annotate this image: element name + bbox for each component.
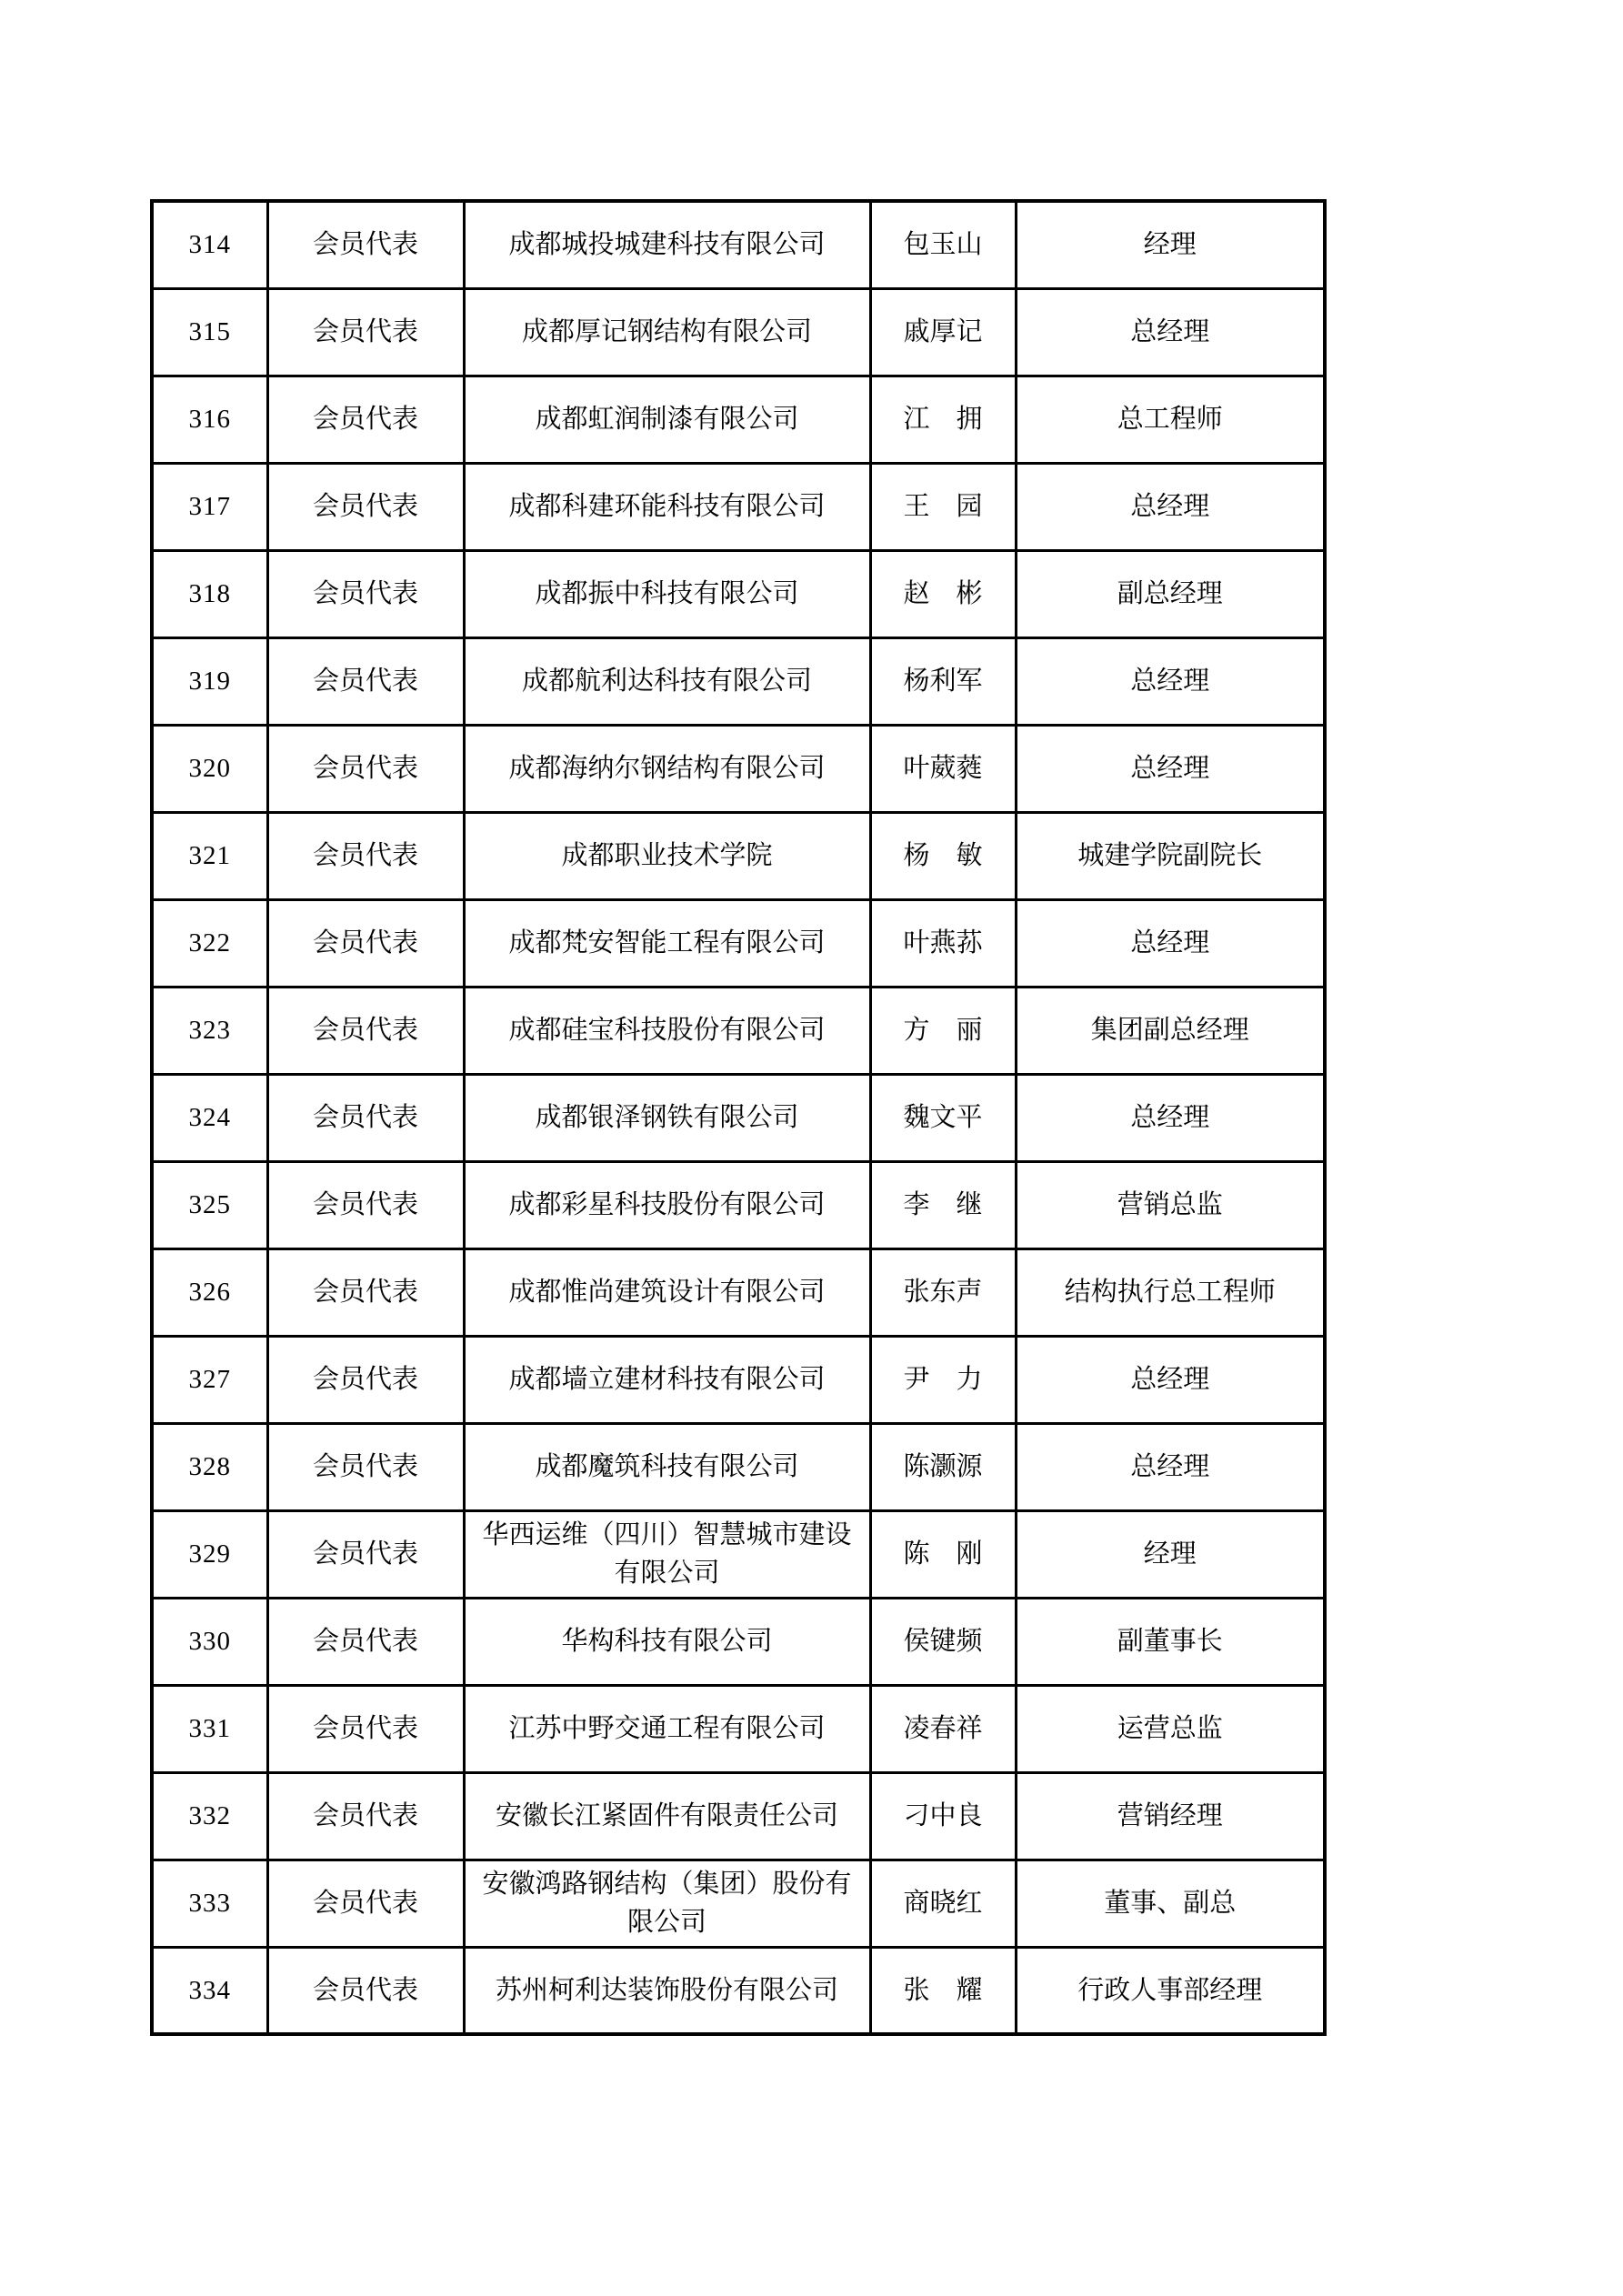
cell-person-name: 王 园 [870, 463, 1016, 550]
cell-position-title: 城建学院副院长 [1016, 812, 1325, 899]
cell-sequence-number: 328 [152, 1423, 267, 1510]
cell-sequence-number: 315 [152, 288, 267, 376]
cell-position-title: 总经理 [1016, 463, 1325, 550]
cell-sequence-number: 323 [152, 987, 267, 1074]
cell-sequence-number: 329 [152, 1510, 267, 1598]
table-row [152, 899, 1325, 987]
cell-company-name: 江苏中野交通工程有限公司 [464, 1685, 870, 1772]
cell-person-name: 陈 刚 [870, 1510, 1016, 1598]
table-row [152, 1510, 1325, 1598]
cell-person-name: 叶燕荪 [870, 899, 1016, 987]
cell-sequence-number: 320 [152, 725, 267, 812]
cell-position-title: 结构执行总工程师 [1016, 1248, 1325, 1336]
cell-position-title: 总经理 [1016, 1074, 1325, 1161]
cell-position-title: 董事、副总 [1016, 1860, 1325, 1947]
cell-person-name: 刁中良 [870, 1772, 1016, 1860]
cell-company-name: 华构科技有限公司 [464, 1598, 870, 1685]
cell-person-name: 江 拥 [870, 376, 1016, 463]
cell-person-name: 侯键频 [870, 1598, 1016, 1685]
cell-company-name: 华西运维（四川）智慧城市建设有限公司 [464, 1510, 870, 1598]
cell-sequence-number: 322 [152, 899, 267, 987]
cell-member-type: 会员代表 [267, 463, 464, 550]
cell-position-title: 总经理 [1016, 899, 1325, 987]
cell-member-type: 会员代表 [267, 1510, 464, 1598]
table-row [152, 1074, 1325, 1161]
cell-position-title: 总经理 [1016, 1423, 1325, 1510]
cell-person-name: 凌春祥 [870, 1685, 1016, 1772]
cell-company-name: 成都厚记钢结构有限公司 [464, 288, 870, 376]
cell-position-title: 营销总监 [1016, 1161, 1325, 1248]
cell-company-name: 成都科建环能科技有限公司 [464, 463, 870, 550]
table-row [152, 1947, 1325, 2034]
cell-person-name: 杨 敏 [870, 812, 1016, 899]
cell-company-name: 成都振中科技有限公司 [464, 550, 870, 637]
table-body [152, 201, 1325, 2034]
cell-position-title: 总经理 [1016, 1336, 1325, 1423]
cell-position-title: 经理 [1016, 1510, 1325, 1598]
cell-position-title: 总工程师 [1016, 376, 1325, 463]
cell-member-type: 会员代表 [267, 637, 464, 725]
table-row [152, 1598, 1325, 1685]
cell-person-name: 李 继 [870, 1161, 1016, 1248]
cell-sequence-number: 321 [152, 812, 267, 899]
cell-sequence-number: 333 [152, 1860, 267, 1947]
cell-sequence-number: 332 [152, 1772, 267, 1860]
cell-member-type: 会员代表 [267, 1685, 464, 1772]
cell-person-name: 叶葳蕤 [870, 725, 1016, 812]
cell-person-name: 魏文平 [870, 1074, 1016, 1161]
cell-member-type: 会员代表 [267, 1772, 464, 1860]
table-row [152, 637, 1325, 725]
cell-member-type: 会员代表 [267, 812, 464, 899]
table-row [152, 1860, 1325, 1947]
cell-person-name: 张 耀 [870, 1947, 1016, 2034]
cell-position-title: 副董事长 [1016, 1598, 1325, 1685]
cell-position-title: 总经理 [1016, 288, 1325, 376]
table-row [152, 1161, 1325, 1248]
table-row [152, 1772, 1325, 1860]
cell-sequence-number: 317 [152, 463, 267, 550]
cell-member-type: 会员代表 [267, 1598, 464, 1685]
cell-sequence-number: 327 [152, 1336, 267, 1423]
cell-sequence-number: 331 [152, 1685, 267, 1772]
table-row [152, 1423, 1325, 1510]
cell-person-name: 赵 彬 [870, 550, 1016, 637]
cell-sequence-number: 324 [152, 1074, 267, 1161]
cell-member-type: 会员代表 [267, 1423, 464, 1510]
cell-company-name: 成都航利达科技有限公司 [464, 637, 870, 725]
cell-member-type: 会员代表 [267, 1336, 464, 1423]
cell-person-name: 杨利军 [870, 637, 1016, 725]
cell-company-name: 安徽长江紧固件有限责任公司 [464, 1772, 870, 1860]
table-row [152, 550, 1325, 637]
cell-sequence-number: 316 [152, 376, 267, 463]
cell-company-name: 成都海纳尔钢结构有限公司 [464, 725, 870, 812]
cell-company-name: 成都银泽钢铁有限公司 [464, 1074, 870, 1161]
cell-member-type: 会员代表 [267, 1860, 464, 1947]
member-representative-table [150, 199, 1327, 2036]
table-row [152, 1336, 1325, 1423]
cell-sequence-number: 326 [152, 1248, 267, 1336]
table-row [152, 376, 1325, 463]
cell-member-type: 会员代表 [267, 725, 464, 812]
table-row [152, 1685, 1325, 1772]
cell-member-type: 会员代表 [267, 288, 464, 376]
cell-company-name: 成都惟尚建筑设计有限公司 [464, 1248, 870, 1336]
cell-sequence-number: 319 [152, 637, 267, 725]
cell-company-name: 成都职业技术学院 [464, 812, 870, 899]
cell-member-type: 会员代表 [267, 1161, 464, 1248]
table-row [152, 288, 1325, 376]
cell-sequence-number: 318 [152, 550, 267, 637]
table-row [152, 725, 1325, 812]
cell-person-name: 张东声 [870, 1248, 1016, 1336]
cell-position-title: 集团副总经理 [1016, 987, 1325, 1074]
cell-sequence-number: 330 [152, 1598, 267, 1685]
table-row [152, 201, 1325, 288]
cell-person-name: 商晓红 [870, 1860, 1016, 1947]
cell-member-type: 会员代表 [267, 1947, 464, 2034]
cell-member-type: 会员代表 [267, 201, 464, 288]
cell-member-type: 会员代表 [267, 899, 464, 987]
cell-person-name: 包玉山 [870, 201, 1016, 288]
cell-company-name: 成都魔筑科技有限公司 [464, 1423, 870, 1510]
cell-company-name: 成都城投城建科技有限公司 [464, 201, 870, 288]
cell-position-title: 行政人事部经理 [1016, 1947, 1325, 2034]
cell-position-title: 总经理 [1016, 725, 1325, 812]
cell-company-name: 成都墙立建材科技有限公司 [464, 1336, 870, 1423]
table-row [152, 463, 1325, 550]
cell-member-type: 会员代表 [267, 376, 464, 463]
cell-company-name: 安徽鸿路钢结构（集团）股份有限公司 [464, 1860, 870, 1947]
cell-position-title: 总经理 [1016, 637, 1325, 725]
cell-member-type: 会员代表 [267, 550, 464, 637]
cell-member-type: 会员代表 [267, 1074, 464, 1161]
table-row [152, 987, 1325, 1074]
table-row [152, 1248, 1325, 1336]
cell-sequence-number: 314 [152, 201, 267, 288]
cell-company-name: 成都硅宝科技股份有限公司 [464, 987, 870, 1074]
cell-person-name: 尹 力 [870, 1336, 1016, 1423]
cell-person-name: 戚厚记 [870, 288, 1016, 376]
cell-person-name: 方 丽 [870, 987, 1016, 1074]
cell-company-name: 苏州柯利达装饰股份有限公司 [464, 1947, 870, 2034]
cell-company-name: 成都虹润制漆有限公司 [464, 376, 870, 463]
table-row [152, 812, 1325, 899]
cell-sequence-number: 334 [152, 1947, 267, 2034]
cell-company-name: 成都梵安智能工程有限公司 [464, 899, 870, 987]
cell-position-title: 经理 [1016, 201, 1325, 288]
cell-member-type: 会员代表 [267, 987, 464, 1074]
cell-position-title: 副总经理 [1016, 550, 1325, 637]
cell-position-title: 营销经理 [1016, 1772, 1325, 1860]
cell-position-title: 运营总监 [1016, 1685, 1325, 1772]
cell-member-type: 会员代表 [267, 1248, 464, 1336]
cell-person-name: 陈灏源 [870, 1423, 1016, 1510]
cell-sequence-number: 325 [152, 1161, 267, 1248]
cell-company-name: 成都彩星科技股份有限公司 [464, 1161, 870, 1248]
